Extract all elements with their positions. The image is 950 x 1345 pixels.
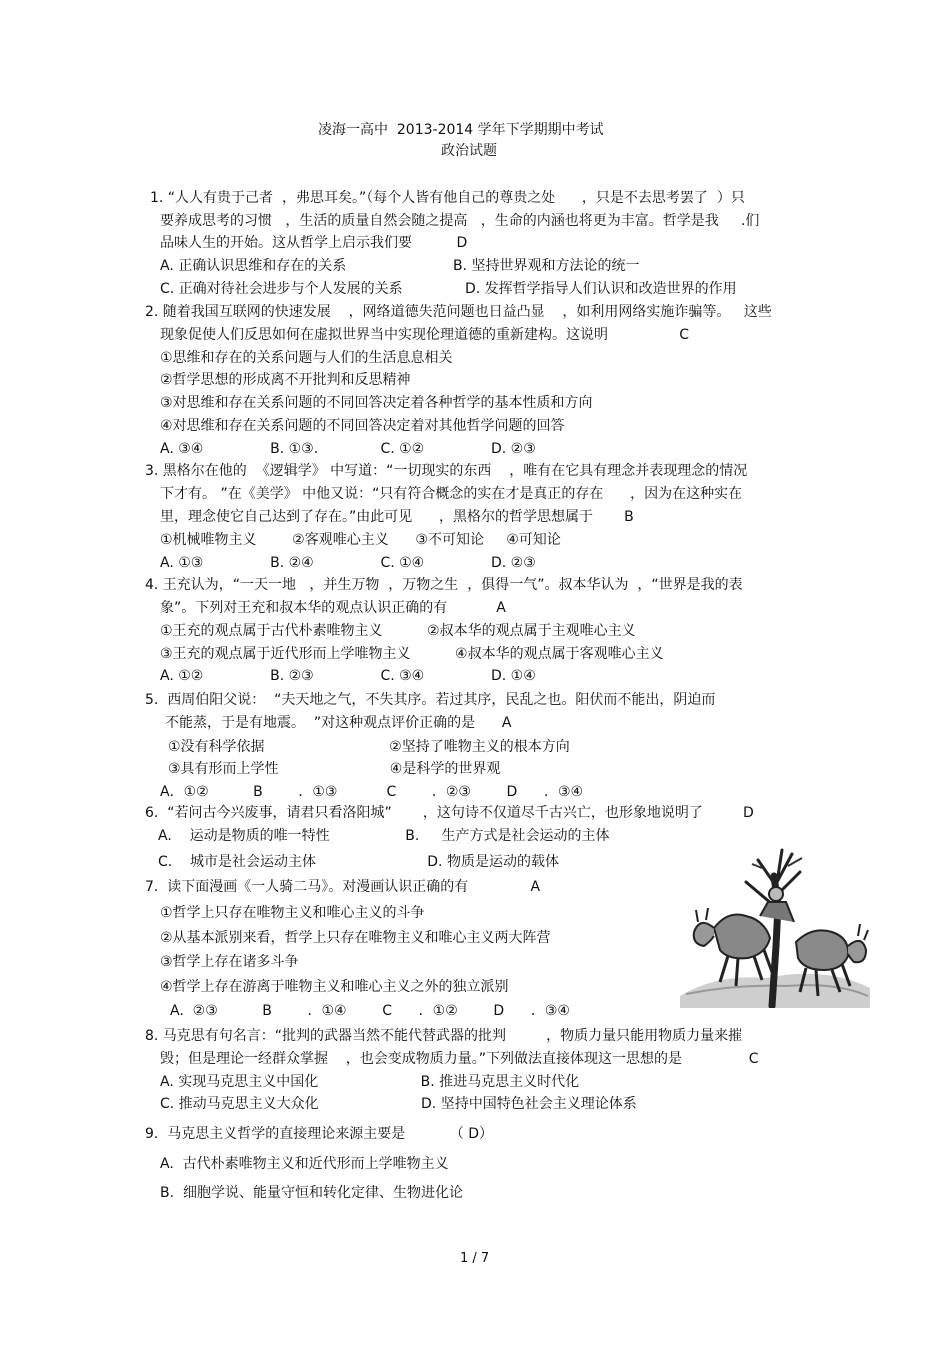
text-line: ③王充的观点属于近代形而上学唯物主义 ④叔本华的观点属于客观唯心主义 [160,646,664,662]
text-line: ③哲学上存在诸多斗争 [160,954,299,970]
page-title: 凌海一高中 2013-2014 学年下学期期中考试 [318,122,604,138]
text-line: ④对思维和存在关系问题的不同回答决定着对其他哲学问题的回答 [160,418,565,434]
cartoon-one-rider-two-horses [676,846,872,1008]
text-line: C. 正确对待社会进步与个人发展的关系 D. 发挥哲学指导人们认识和改造世界的作用 [160,281,737,297]
page-number: 1 / 7 [460,1251,490,1266]
text-line: 2. 随着我国互联网的快速发展 ，网络道德失范问题也日益凸显 ，如利用网络实施诈骗等。 这些 [145,304,772,320]
text-line: B. 细胞学说、能量守恒和转化定律、生物进化论 [160,1185,463,1201]
text-line: 要养成思考的习惯 ，生活的质量自然会随之提高 ，生命的内涵也将更为丰富。哲学是我 .们 [160,213,760,229]
text-line: 不能蒸，于是有地震。 ”对这种观点评价正确的是 A [165,715,512,731]
text-line: A. ②③ B ．①④ C ．①② D ．③④ [170,1003,570,1019]
text-line: 下才有。 ”在《美学》 中他又说：“只有符合概念的实在才是真正的存在 ，因为在这种实在 [160,486,743,502]
text-line: ②从基本派别来看，哲学上只存在唯物主义和唯心主义两大阵营 [160,930,551,946]
text-line: ①哲学上只存在唯物主义和唯心主义的斗争 [160,905,425,921]
text-line: ④哲学上存在游离于唯物主义和唯心主义之外的独立派别 [160,979,509,995]
text-line: C. 城市是社会运动主体 D. 物质是运动的载体 [158,854,559,870]
text-line: 1. “人人有贵于己者 ，弗思耳矣。”（每个人皆有他自己的尊贵之处 ，只是不去思考罢了 ）只 [150,190,745,206]
text-line: 现象促使人们反思如何在虚拟世界当中实现伦理道德的重新建构。这说明 C [160,327,689,343]
text-line: ①没有科学依据 ②坚持了唯物主义的根本方向 [168,739,570,755]
text-line: A．①② B ．①③ C ．②③ D ．③④ [160,784,584,800]
text-line: ③具有形而上学性 ④是科学的世界观 [168,761,501,777]
text-line: A. ①③ B. ②④ C. ①④ D. ②③ [160,555,536,571]
text-line: ①机械唯物主义 ②客观唯心主义 ③不可知论 ④可知论 [160,532,561,548]
text-line: 毁；但是理论一经群众掌握 ，也会变成物质力量。”下列做法直接体现这一思想的是 C [160,1051,759,1067]
text-line: A. 古代朴素唯物主义和近代形而上学唯物主义 [160,1156,449,1172]
text-line: 8. 马克思有句名言：“批判的武器当然不能代替武器的批判 ，物质力量只能用物质力量来摧 [145,1028,743,1044]
text-line: A. 正确认识思维和存在的关系 B. 坚持世界观和方法论的统一 [160,258,640,274]
text-line: C. 推动马克思主义大众化 D. 坚持中国特色社会主义理论体系 [160,1096,637,1112]
text-line: ②哲学思想的形成离不开批判和反思精神 [160,372,411,388]
text-line: A. 实现马克思主义中国化 B. 推进马克思主义时代化 [160,1074,580,1090]
text-line: 9. 马克思主义哲学的直接理论来源主要是 （ D） [145,1126,493,1142]
text-line: 4. 王充认为，“一天一地 ，并生万物 ，万物之生 ，俱得一气”。叔本华认为 ，“世界是我的表 [145,577,743,593]
text-line: 7. 读下面漫画《一人骑二马》。对漫画认识正确的有 A [145,879,541,895]
text-line: 象”。下列对王充和叔本华的观点认识正确的有 A [160,600,506,616]
text-line: A. ①② B. ②③ C. ③④ D. ①④ [160,668,536,684]
text-line: 品味人生的开始。这从哲学上启示我们要 D [160,235,468,251]
text-line: ③对思维和存在关系问题的不同回答决定着各种哲学的基本性质和方向 [160,395,593,411]
text-line: 里，理念使它自己达到了存在。”由此可见 ，黑格尔的哲学思想属于 B [160,509,634,525]
text-line: 3. 黑格尔在他的 《逻辑学》 中写道：“一切现实的东西 ，唯有在它具有理念并表现理念的情况 [145,463,748,479]
text-line: A. ③④ B. ①③. C. ①② D. ②③ [160,441,536,457]
text-line: ①思维和存在的关系问题与人们的生活息息相关 [160,350,453,366]
page-subtitle: 政治试题 [441,143,497,159]
text-line: ①王充的观点属于古代朴素唯物主义 ②叔本华的观点属于主观唯心主义 [160,623,636,639]
text-line: 6. “若问古今兴废事，请君只看洛阳城” ，这句诗不仅道尽千古兴亡，也形象地说明了 D [145,805,754,821]
text-line: A. 运动是物质的唯一特性 B. 生产方式是社会运动的主体 [158,828,610,844]
text-line: 5. 西周伯阳父说： “夫天地之气，不失其序。若过其序，民乱之也。阳伏而不能出，阴迫而 [145,692,716,708]
